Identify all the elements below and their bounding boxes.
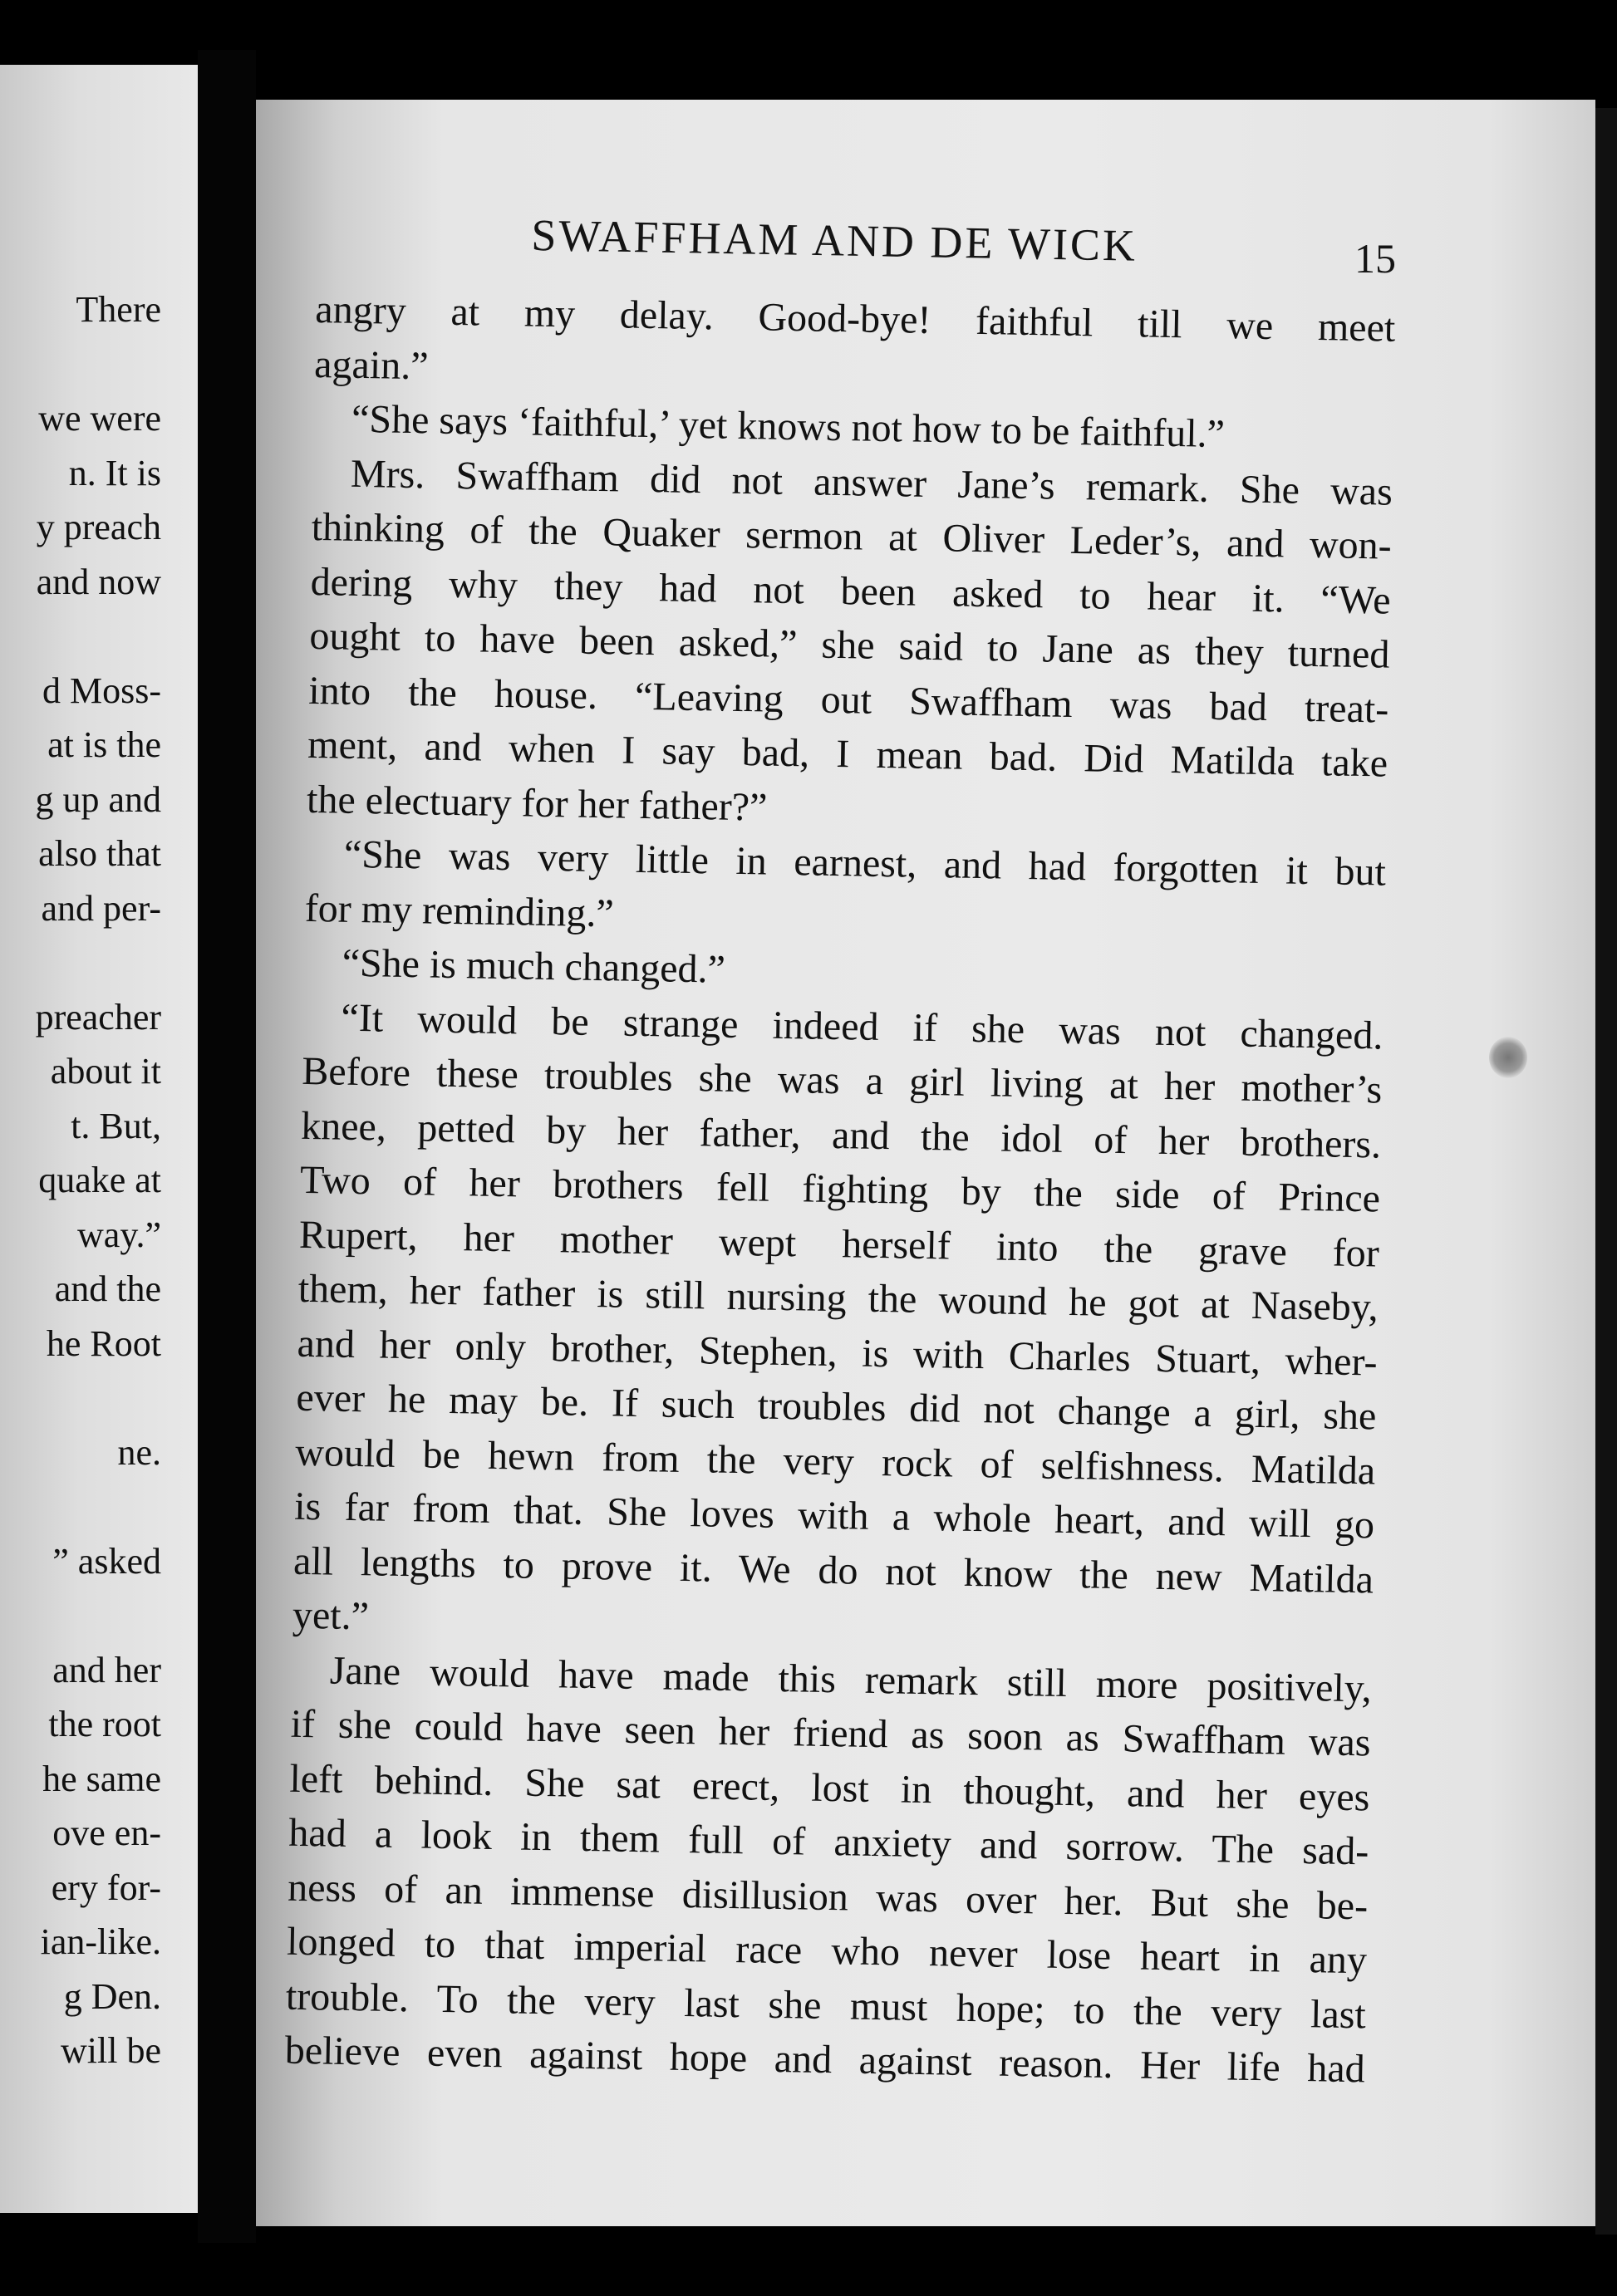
- text-line: ment, and when I say bad, I mean bad. Did Matilda take: [307, 722, 1388, 786]
- body-text: [284, 282, 1396, 2097]
- left-text-line: quake at: [38, 1160, 161, 1200]
- left-text-line: the root: [48, 1704, 161, 1744]
- text-line: all lengths to prove it. We do not know the new Matilda: [292, 1538, 1374, 1602]
- text-line: Rupert, her mother wept herself into the grave for: [298, 1212, 1380, 1276]
- left-text-line: t. But,: [71, 1105, 161, 1146]
- left-page-fragment: [0, 65, 198, 2213]
- left-text-line: we were: [38, 398, 161, 439]
- page-edge-shadow: [1595, 108, 1617, 2235]
- left-text-line: and now: [36, 561, 161, 602]
- text-line: “She was very little in earnest, and had forgotten it but: [343, 832, 1387, 895]
- left-text-line: at is the: [47, 724, 161, 765]
- text-line: “She is much changed.”: [342, 940, 726, 992]
- text-line: is far from that. She loves with a whole heart, and will go: [293, 1484, 1375, 1548]
- text-line: longed to that imperial race who never lose heart in any: [286, 1919, 1368, 1983]
- text-line: Two of her brothers fell fighting by the side of Prince: [299, 1157, 1381, 1221]
- left-text-line: ” asked: [52, 1540, 161, 1582]
- text-line: angry at my delay. Good-bye! faithful till we meet: [314, 287, 1396, 351]
- left-text-line: way.”: [77, 1214, 161, 1255]
- left-text-line: and per-: [41, 887, 161, 929]
- text-line: them, her father is still nursing the wound he got at Naseby,: [297, 1266, 1379, 1330]
- left-text-line: preacher: [35, 996, 161, 1038]
- text-line: “It would be strange indeed if she was not changed.: [341, 995, 1384, 1058]
- text-line: believe even against hope and against reason. Her life had: [284, 2028, 1366, 2092]
- book-gutter: [198, 50, 256, 2243]
- left-text-line: d Moss-: [42, 670, 161, 711]
- text-line: if she could have seen her friend as soon as Swaffham was: [290, 1701, 1371, 1765]
- text-line: and her only brother, Stephen, is with Charles Stuart, wher-: [297, 1321, 1378, 1384]
- left-text-line: y preach: [36, 507, 161, 547]
- left-text-line: will be: [61, 2030, 161, 2071]
- left-text-line: also that: [38, 833, 161, 874]
- left-text-line: ove en-: [52, 1813, 161, 1853]
- left-text-line: ery for-: [51, 1867, 161, 1908]
- left-text-line: ian-like.: [40, 1921, 161, 1962]
- left-text-line: about it: [50, 1051, 161, 1092]
- text-line: again.”: [313, 341, 429, 388]
- left-text-line: he Root: [46, 1322, 161, 1364]
- text-line: dering why they had not been asked to hear it. “We: [310, 559, 1391, 623]
- left-text-line: n. It is: [68, 452, 161, 493]
- text-line: thinking of the Quaker sermon at Oliver Leder’s, and won-: [311, 504, 1393, 568]
- text-line: Before these troubles she was a girl living at her mother’s: [301, 1048, 1383, 1112]
- text-line: the electuary for her father?”: [306, 777, 768, 830]
- text-line: ought to have been asked,” she said to Jane as they turned: [309, 613, 1390, 677]
- text-line: for my reminding.”: [304, 886, 615, 935]
- left-text-line: he same: [42, 1758, 161, 1799]
- text-line: trouble. To the very last she must hope; to the very last: [285, 1974, 1367, 2037]
- left-text-line: g up and: [35, 778, 161, 820]
- text-line: ever he may be. If such troubles did not change a girl, she: [296, 1375, 1377, 1439]
- text-line: into the house. “Leaving out Swaffham was bad treat-: [307, 668, 1389, 732]
- page-number: 15: [1354, 235, 1396, 282]
- text-line: left behind. She sat erect, lost in thought, and her eyes: [289, 1756, 1370, 1819]
- text-line: knee, petted by her father, and the idol of her brothers.: [300, 1103, 1382, 1167]
- text-line: would be hewn from the very rock of selfishness. Matilda: [294, 1430, 1376, 1493]
- left-text-line: There: [76, 289, 161, 330]
- running-head: SWAFFHAM AND DE WICK: [530, 209, 1138, 271]
- text-line: “She says ‘faithful,’ yet knows not how to be faithful.”: [351, 396, 1226, 457]
- text-line: Mrs. Swaffham did not answer Jane’s remark. She was: [350, 451, 1393, 514]
- left-text-line: and the: [54, 1268, 161, 1309]
- left-text-line: ne.: [117, 1431, 161, 1473]
- left-text-line: and her: [52, 1649, 161, 1690]
- text-line: had a look in them full of anxiety and sorrow. The sad-: [288, 1810, 1369, 1874]
- text-line: ness of an immense disillusion was over her. But she be-: [287, 1865, 1369, 1928]
- text-line: yet.”: [292, 1592, 370, 1639]
- paper-stain: [1489, 1037, 1527, 1078]
- text-line: Jane would have made this remark still more positively,: [329, 1648, 1373, 1710]
- left-text-line: g Den.: [63, 1975, 161, 2017]
